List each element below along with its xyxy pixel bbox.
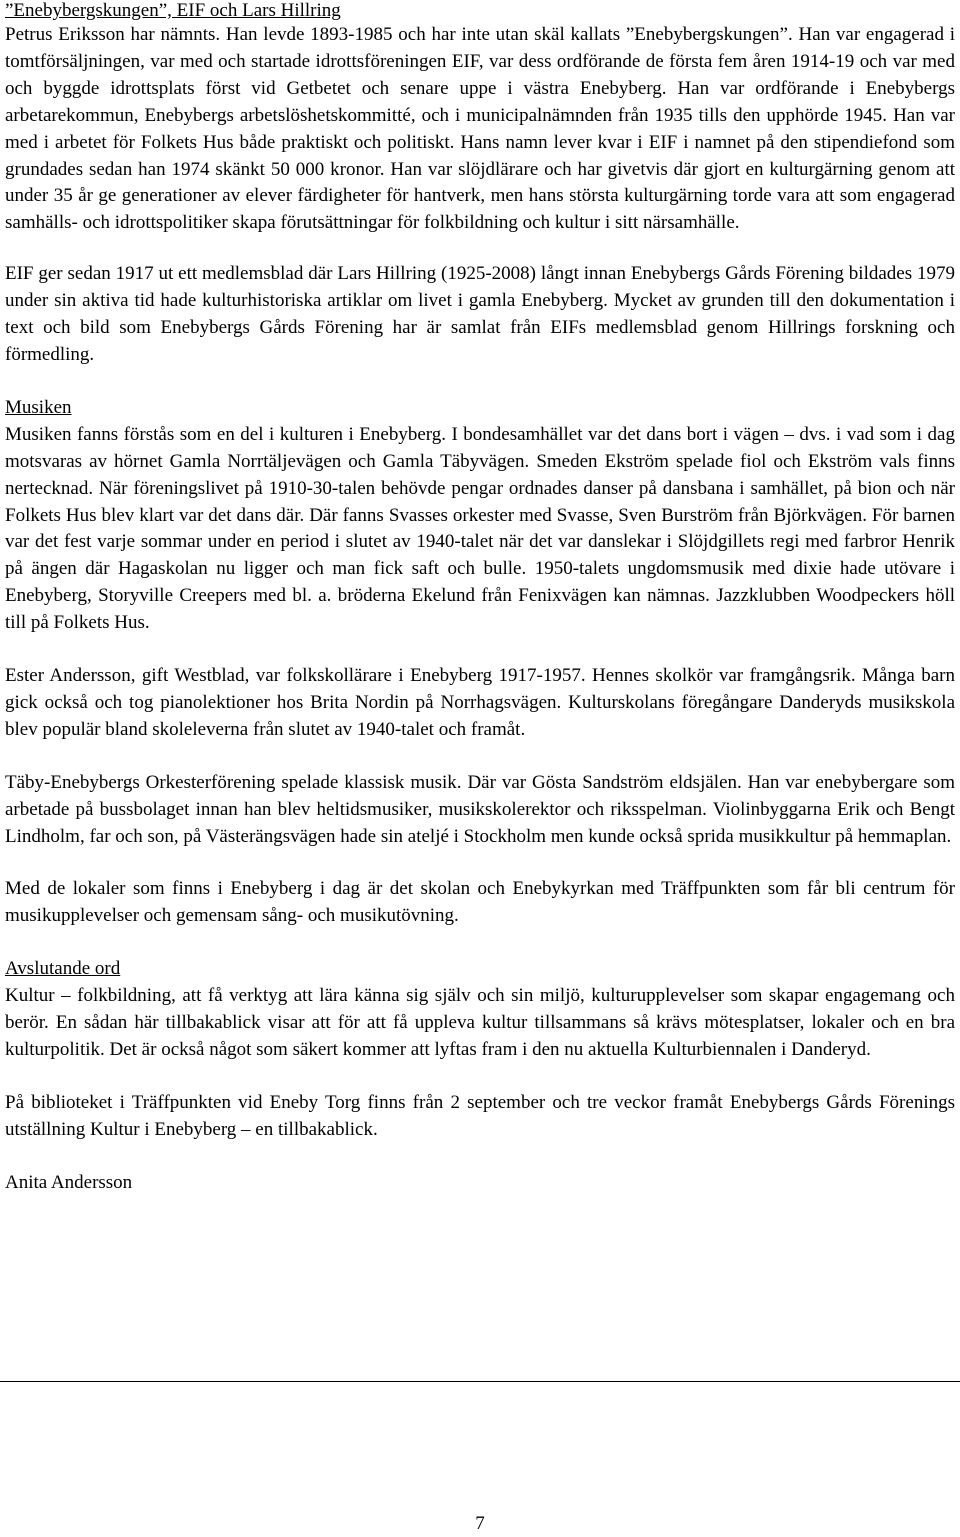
paragraph-musiken: Musiken fanns förstås som en del i kulturen i Enebyberg. I bondesamhället var det dans bort i vägen – dvs. i vad som i dag motsvaras av hörnet Gamla Norrtäljevägen och Gamla Täbyvägen. Smeden Ekström spelade fiol och Ekström vals finns nertecknad. När föreningslivet på 1910-30-talen behövde pengar ordnades danser på dansbana i samhället, på bion och när Folkets Hus blev klart var det dans där. Där fanns Svasses orkester med Svasse, Sven Burström från Björkvägen. För barnen var det fest varje sommar under en period i slutet av 1940-talet när det var danslekar i Slöjdgillets regi med farbror Henrik på ängen där Hagaskolan nu ligger och man fick saft och bulle. 1950-talets ungdomsmusik med dixie hade utövare i Enebyberg, Storyville Creepers med bl. a. bröderna Ekelund från Fenixvägen kan nämnas. Jazzklubben Woodpeckers höll till på Folkets Hus. <box>5 423 955 634</box>
paragraph-lokaler: Med de lokaler som finns i Enebyberg i dag är det skolan och Enebykyrkan med Träffpunkten som får bli centrum för musikupplevelser och gemensam sång- och musikutövning. <box>5 878 955 927</box>
paragraph-petrus-eriksson: Petrus Eriksson har nämnts. Han levde 1893-1985 och har inte utan skäl kallats ”Enebybergskungen”. Han var engagerad i tomtförsäljningen, var med och startade idrottsföreningen EIF, var dess ordförande de första fem åren 1914-19 och var med och byggde idrottsplats först vid Getbetet och senare uppe i västra Enebyberg. Han var ordförande i Enebybergs arbetarekommun, Enebybergs arbetslöshetskommitté, och i municipalnämnden från 1935 tills den upphörde 1945. Han var med i arbetet för Folkets Hus både praktiskt och politiskt. Hans namn lever kvar i EIF i namnet på den stipendiefond som grundades sedan han 1974 skänkt 50 000 kronor. Han var slöjdlärare och har givetvis där gjort en kulturgärning genom att under 35 år ge generationer av elever färdigheter för hantverk, men hans största kulturgärning torde vara att som engagerad samhälls- och idrottspolitiker skapa förutsättningar för folkbildning och kultur i sitt närsamhälle. <box>5 24 955 234</box>
section-heading-avslutande-ord: Avslutande ord <box>5 958 121 980</box>
paragraph-avslutande: Kultur – folkbildning, att få verktyg att lära känna sig själv och sin miljö, kulturupplevelser som skapar engagemang och berör. En sådan här tillbakablick visar att för att få uppleva kultur tillsammans så krävs mötesplatser, lokaler och en bra kulturpolitik. Det är också något som säkert kommer att lyftas fram i den nu aktuella Kulturbiennalen i Danderyd. <box>5 985 955 1060</box>
section-heading-musiken: Musiken <box>5 396 72 418</box>
article-body <box>5 0 955 1197</box>
author-signature: Anita Andersson <box>5 1171 133 1193</box>
page-number: 7 <box>475 1513 485 1534</box>
paragraph-lars-hillring: EIF ger sedan 1917 ut ett medlemsblad där Lars Hillring (1925-2008) långt innan Enebybergs Gårds Förening bildades 1979 under sin aktiva tid hade kulturhistoriska artiklar om livet i gamla Enebyberg. Mycket av grunden till den dokumentation i text och bild som Enebybergs Gårds Förening har är samlat från EIFs medlemsblad genom Hillrings forskning och förmedling. <box>5 263 955 365</box>
paragraph-biblioteket: På biblioteket i Träffpunkten vid Eneby Torg finns från 2 september och tre veckor framåt Enebybergs Gårds Förenings utställning Kultur i Enebyberg – en tillbakablick. <box>5 1091 955 1140</box>
section-heading-enebybergskungen: ”Enebybergskungen”, EIF och Lars Hillring <box>5 0 341 21</box>
paragraph-orkesterforening: Täby-Enebybergs Orkesterförening spelade klassisk musik. Där var Gösta Sandström eldsjälen. Han var enebybergare som arbetade på bussbolaget innan han blev heltidsmusiker, musikskolerektor och riksspelman. Violinbyggarna Erik och Bengt Lindholm, far och son, på Västerängsvägen hade sin ateljé i Stockholm men kunde också sprida musikkultur på hemmaplan. <box>5 771 955 847</box>
paragraph-ester-andersson: Ester Andersson, gift Westblad, var folkskollärare i Enebyberg 1917-1957. Hennes skolkör var framgångsrik. Många barn gick också och tog pianolektioner hos Brita Nordin på Norrhagsvägen. Kulturskolans föregångare Danderyds musikskola blev populär bland skoleleverna från slutet av 1940-talet och framåt. <box>5 665 955 740</box>
footer-divider <box>0 1381 960 1382</box>
